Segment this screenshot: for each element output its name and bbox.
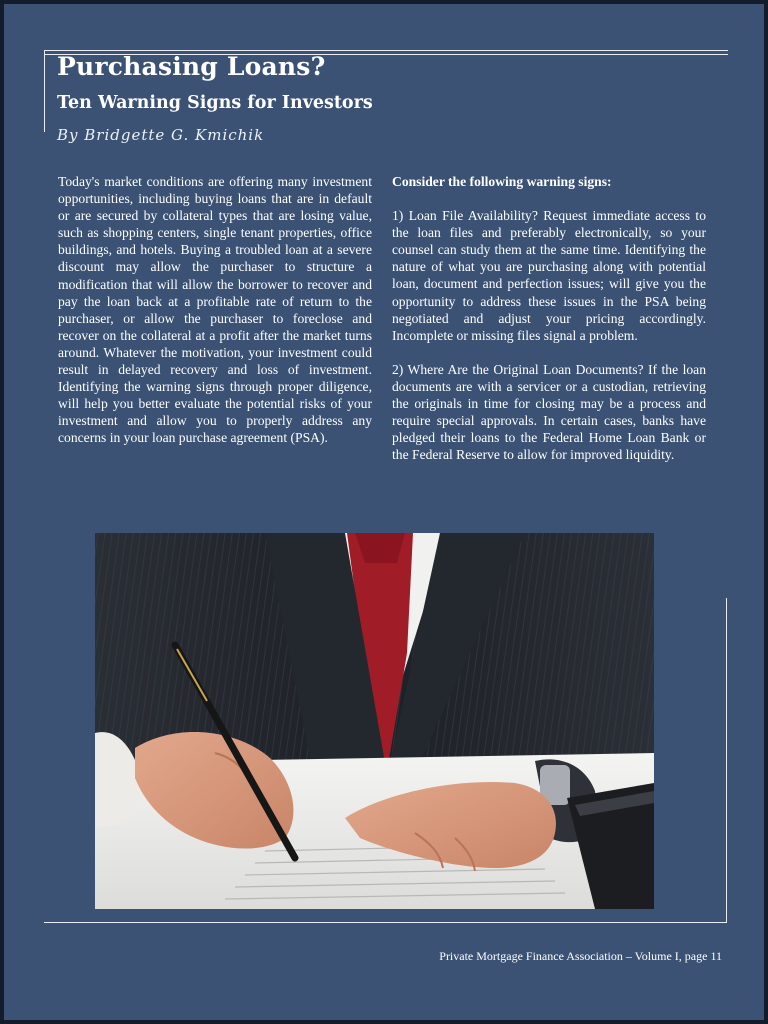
signs-heading: Consider the following warning signs: (392, 174, 612, 189)
right-rule (726, 598, 727, 923)
left-rule (44, 50, 45, 132)
right-column (392, 173, 706, 480)
article-byline: By Bridgette G. Kmichik (57, 126, 265, 144)
article-title: Purchasing Loans? (57, 52, 326, 81)
top-rule (44, 50, 728, 51)
page-footer: Private Mortgage Finance Association – Volume I, page 11 (439, 949, 722, 963)
warning-sign-1: 1) Loan File Availability? Request immediate access to the loan files and preferably electronically, so your counsel can study them at the same time. Identifying the nature of what you are purchasing along with potential loan, document and perfection issues; will give you the opportunity to address these issues in the PSA being negotiated and adjust your pricing accordingly. Incomplete or missing files signal a problem. (392, 208, 706, 343)
signing-illustration (95, 533, 654, 909)
intro-paragraph: Today's market conditions are offering many investment opportunities, including buying loans that are in default or are secured by collateral types that are losing value, such as shopping centers, single tenant properties, office buildings, and hotels. Buying a troubled loan at a severe discount may allow the purchaser to structure a modification that will allow the borrower to recover and pay the loan back at a profitable rate of return to the purchaser, or allow the purchaser to foreclose and recover on the collateral at a profit after the market turns around. Whatever the motivation, your investment could result in delayed recovery and loss of investment. Identifying the warning signs through proper diligence, will help you better evaluate the potential risks of your investment and allow you to properly address any concerns in your loan purchase agreement (PSA). (58, 174, 372, 446)
warning-sign-2: 2) Where Are the Original Loan Documents? If the loan documents are with a servicer or a custodian, retrieving the originals in time for closing may be a process and require special approvals. In certain cases, banks have pledged their loans to the Federal Home Loan Bank or the Federal Reserve to allow for improved liquidity. (392, 361, 706, 463)
article-subtitle: Ten Warning Signs for Investors (57, 93, 373, 113)
left-column (58, 173, 372, 464)
signing-photo (95, 533, 654, 909)
bottom-rule (44, 922, 727, 923)
